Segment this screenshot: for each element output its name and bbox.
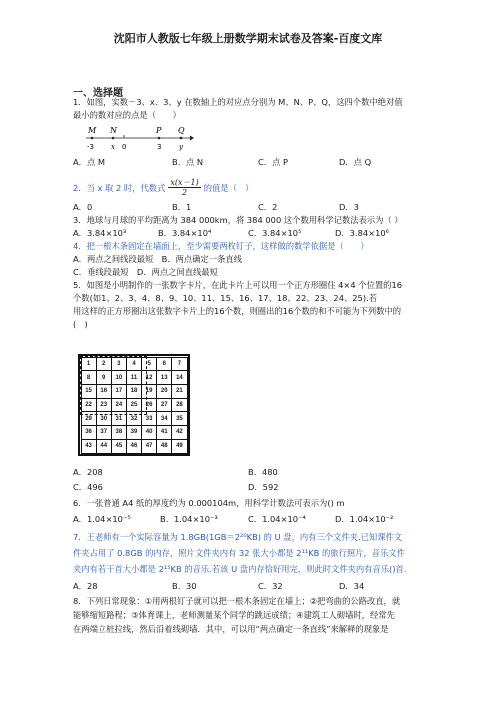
value-label-3: 3	[157, 143, 162, 151]
value-label-0: 0	[122, 143, 127, 151]
q2-numerator: x(x－1)	[170, 178, 199, 187]
point-q	[180, 137, 183, 140]
q2-denominator: 2	[182, 188, 188, 197]
q2-option-a: A．0	[73, 202, 93, 212]
q6-option-d: D．1.04×10⁻²	[335, 514, 394, 524]
q8-line3: 在两端立桩拉线，然后沿着线砌墙．其中，可以用“两点确定一条直线”来解释的现象是	[73, 624, 389, 634]
q3-option-b: B．3.84×10⁴	[158, 228, 212, 238]
q2-option-d: D．3	[339, 202, 359, 212]
grid-cell: 38	[111, 425, 127, 440]
value-label-x: x	[111, 143, 115, 151]
number-card-cells	[81, 357, 187, 453]
grid-cell: 21	[171, 384, 187, 399]
q1-option-c: C．点 P	[258, 157, 289, 167]
grid-cell: 44	[96, 439, 112, 454]
q8-line2: 能够缩短路程；③体育课上，老师测量某个同学的跳远成绩；④建筑工人砌墙时，经常先	[73, 610, 395, 620]
q1-line2: 最小的数对应的点是（ ）	[73, 110, 181, 120]
q7-option-d: D．34	[339, 581, 365, 591]
grid-cell: 24	[111, 398, 127, 413]
grid-cell: 5	[141, 357, 157, 372]
q7-line1: 7．王老师有一个实际容量为 1.8GB(1GB＝2²⁰KB) 的 U 盘，内有三个文件夹.已知课件文	[73, 532, 403, 542]
q7-option-a: A．28	[73, 581, 98, 591]
grid-cell: 3	[111, 357, 127, 372]
grid-cell: 25	[126, 398, 142, 413]
number-line-figure	[86, 124, 196, 154]
grid-cell: 32	[126, 411, 142, 426]
q3-option-a: A．3.84×10³	[73, 228, 127, 238]
grid-cell: 14	[171, 370, 187, 385]
q6-line: 6．一张普通 A4 纸的厚度约为 0.000104m，用科学计数法可表示为() m	[73, 498, 345, 508]
grid-cell: 29	[81, 411, 97, 426]
grid-cell: 27	[156, 398, 172, 413]
q5-line2: 个数(如1、2、3、4、8、9、10、11、15、16、17、18、22、23、24、25).若	[73, 293, 378, 303]
q2-stem	[73, 178, 254, 197]
point-label-n: N	[110, 126, 117, 135]
grid-cell: 43	[81, 439, 97, 454]
q4-options-cd: C．垂线段最短 D．两点之间直线最短	[73, 267, 218, 277]
grid-cell: 35	[171, 411, 187, 426]
q5-line3: 用这样的正方形圈出这张数字卡片上的16个数，则圈出的16个数的和不可能为下列数中的	[73, 306, 402, 316]
grid-cell: 8	[81, 370, 97, 385]
grid-cell: 34	[156, 411, 172, 426]
grid-cell: 12	[141, 370, 157, 385]
q1-option-d: D．点 Q	[339, 157, 372, 167]
q1-line1: 1．如图，实数－3、x、3、y 在数轴上的对应点分别为 M、N、P、Q，这四个数中绝对值	[73, 97, 403, 107]
grid-cell: 20	[156, 384, 172, 399]
grid-cell: 6	[156, 357, 172, 372]
number-card-grid	[78, 354, 190, 456]
q7-option-b: B．30	[172, 581, 197, 591]
grid-cell: 13	[156, 370, 172, 385]
q6-option-c: C．1.04×10⁻⁴	[248, 514, 306, 524]
q2-suffix: 的值是（ ）	[203, 182, 254, 193]
q5-line1: 5．如图是小明制作的一张数字卡片，在此卡片上可以用一个正方形圈住 4×4 个位置的16	[73, 280, 403, 290]
grid-cell: 33	[141, 411, 157, 426]
q2-option-c: C．2	[258, 202, 278, 212]
grid-cell: 23	[96, 398, 112, 413]
q5-option-b: B．480	[248, 467, 278, 477]
grid-cell: 48	[156, 439, 172, 454]
point-m	[91, 137, 94, 140]
grid-cell: 9	[96, 370, 112, 385]
grid-cell: 47	[141, 439, 157, 454]
grid-cell: 49	[171, 439, 187, 454]
grid-cell: 18	[126, 384, 142, 399]
section-heading: 一、选择题	[73, 88, 123, 99]
grid-cell: 40	[141, 425, 157, 440]
point-label-q: Q	[178, 126, 185, 135]
grid-cell: 19	[141, 384, 157, 399]
axis-arrow-icon	[190, 136, 194, 141]
q7-line3: 夹内有若干首大小都是 2¹⁵KB 的音乐.若该 U 盘内存恰好用完，则此时文件夹内有音乐()首.	[73, 564, 407, 574]
q5-option-c: C．496	[73, 482, 103, 492]
grid-cell: 45	[111, 439, 127, 454]
point-label-m: M	[88, 126, 97, 135]
grid-cell: 17	[111, 384, 127, 399]
q3-option-c: C．3.84×10⁵	[248, 228, 302, 238]
q1-option-a: A．点 M	[73, 157, 106, 167]
q4-options-ab: A．两点之间线段最短 B．两点确定一条直线	[73, 254, 243, 264]
grid-cell: 2	[96, 357, 112, 372]
grid-cell: 15	[81, 384, 97, 399]
grid-cell: 39	[126, 425, 142, 440]
q5-option-a: A．208	[73, 467, 103, 477]
q6-option-a: A．1.04×10⁻⁵	[73, 514, 131, 524]
grid-cell: 7	[171, 357, 187, 372]
grid-cell: 42	[171, 425, 187, 440]
grid-cell: 36	[81, 425, 97, 440]
value-label-y: y	[179, 143, 183, 151]
grid-cell: 10	[111, 370, 127, 385]
q5-option-d: D．592	[248, 482, 279, 492]
grid-cell: 31	[111, 411, 127, 426]
q7-line2: 件夹占用了 0.8GB 的内存，照片文件夹内有 32 张大小都是 2¹¹KB 的旅行照片，音乐文件	[73, 548, 405, 558]
q8-line1: 8．下列日常现象：①用两根钉子就可以把一根木条固定在墙上；②把弯曲的公路改直，就	[73, 596, 401, 606]
q3-option-d: D．3.84×10⁶	[335, 228, 389, 238]
q7-option-c: C．32	[258, 581, 283, 591]
q5-line4: ( )	[73, 319, 88, 329]
q4-line: 4．把一根木条固定在墙面上，至少需要两枚钉子，这样做的数学依据是（ ）	[73, 241, 369, 251]
grid-cell: 26	[141, 398, 157, 413]
grid-cell: 37	[96, 425, 112, 440]
q2-prefix: 2．当 x 取 2 时，代数式	[73, 182, 166, 193]
grid-cell: 22	[81, 398, 97, 413]
grid-cell: 41	[156, 425, 172, 440]
grid-cell: 30	[96, 411, 112, 426]
q2-fraction	[168, 178, 200, 197]
grid-cell: 16	[96, 384, 112, 399]
grid-cell: 11	[126, 370, 142, 385]
grid-cell: 46	[126, 439, 142, 454]
grid-cell: 4	[126, 357, 142, 372]
page-title: 沈阳市人教版七年级上册数学期末试卷及答案-百度文库	[113, 32, 383, 45]
point-label-p: P	[156, 126, 162, 135]
q1-option-b: B．点 N	[172, 157, 204, 167]
grid-cell: 28	[171, 398, 187, 413]
value-label-neg3: -3	[87, 143, 94, 151]
q6-option-b: B．1.04×10⁻³	[160, 514, 218, 524]
q2-option-b: B．1	[172, 202, 192, 212]
point-n	[112, 137, 115, 140]
point-p	[158, 137, 161, 140]
q3-line: 3．地球与月球的平均距离为 384 000km，将 384 000 这个数用科学记数法表示为（ ）	[73, 215, 403, 225]
grid-cell: 1	[81, 357, 97, 372]
